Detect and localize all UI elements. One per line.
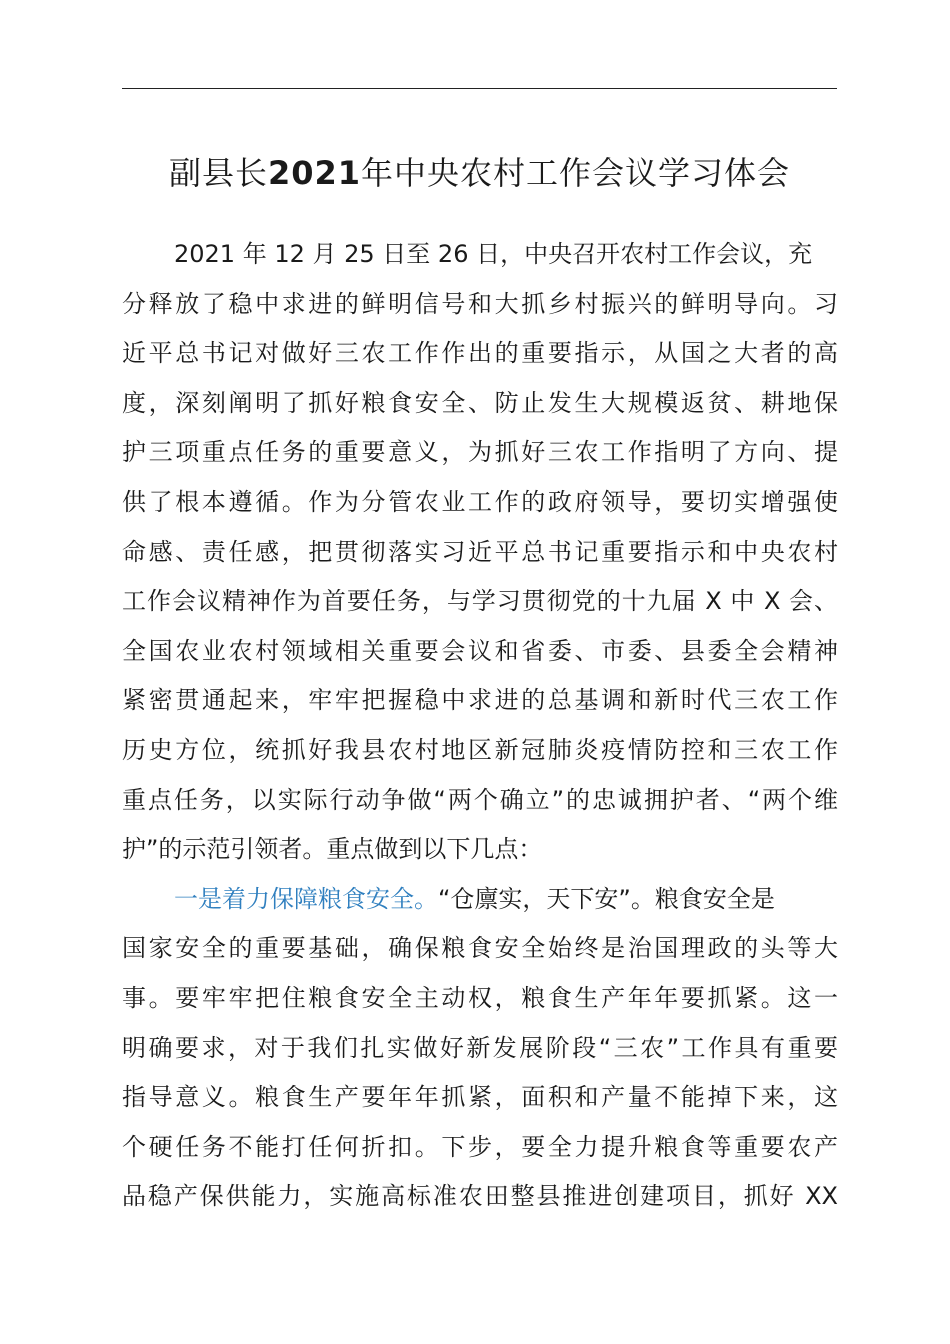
paragraph-1-line: 分释放了稳中求进的鲜明信号和大抓乡村振兴的鲜明导向。习 (122, 289, 838, 318)
header-rule (122, 88, 837, 89)
paragraph-1-line: 护”的示范引领者。重点做到以下几点： (122, 835, 543, 864)
title-suffix: 年中央农村工作会议学习体会 (361, 154, 791, 192)
paragraph-1-line: 供了根本遵循。作为分管农业工作的政府领导，要切实增强使 (122, 487, 838, 516)
paragraph-2-line: 个硬任务不能打任何折扣。下步，要全力提升粮食等重要农产 (122, 1132, 838, 1161)
paragraph-2-line: 事。要牢牢把住粮食安全主动权，粮食生产年年要抓紧。这一 (122, 983, 838, 1012)
paragraph-1-line: 工作会议精神作为首要任务，与学习贯彻党的十九届 X 中 X 会、 (122, 587, 838, 616)
paragraph-1-line: 命感、责任感，把贯彻落实习近平总书记重要指示和中央农村 (122, 537, 838, 566)
document-body (122, 230, 842, 1222)
section-heading: 一是着力保障粮食安全。 (174, 884, 438, 913)
paragraph-1-line: 历史方位，统抓好我县农村地区新冠肺炎疫情防控和三农工作 (122, 735, 838, 764)
title-prefix: 副县长 (168, 154, 268, 192)
paragraph-1-line: 全国农业农村领域相关重要会议和省委、市委、县委全会精神 (122, 636, 838, 665)
paragraph-1-line: 近平总书记对做好三农工作作出的重要指示，从国之大者的高 (122, 339, 838, 368)
paragraph-2-line: 品稳产保供能力，实施高标准农田整县推进创建项目，抓好 XX (122, 1182, 838, 1211)
title-year: 2021 (267, 154, 362, 192)
paragraph-2-first-rest: “仓廪实，天下安”。粮食安全是 (438, 884, 775, 913)
paragraph-1-line: 重点任务，以实际行动争做“两个确立”的忠诚拥护者、“两个维 (122, 785, 838, 814)
paragraph-2-first-line (122, 875, 842, 925)
paragraph-1-line: 护三项重点任务的重要意义，为抓好三农工作指明了方向、提 (122, 438, 838, 467)
paragraph-1-line: 紧密贯通起来，牢牢把握稳中求进的总基调和新时代三农工作 (122, 686, 838, 715)
paragraph-1-line: 度，深刻阐明了抓好粮食安全、防止发生大规模返贫、耕地保 (122, 388, 838, 417)
paragraph-2-line: 国家安全的重要基础，确保粮食安全始终是治国理政的头等大 (122, 934, 838, 963)
paragraph-2-line: 明确要求，对于我们扎实做好新发展阶段“三农”工作具有重要 (122, 1033, 838, 1062)
paragraph-1-line: 2021 年 12 月 25 日至 26 日，中央召开农村工作会议，充 (174, 240, 813, 268)
paragraph-2-line: 指导意义。粮食生产要年年抓紧，面积和产量不能掉下来，这 (122, 1083, 838, 1112)
document-title (122, 148, 837, 198)
